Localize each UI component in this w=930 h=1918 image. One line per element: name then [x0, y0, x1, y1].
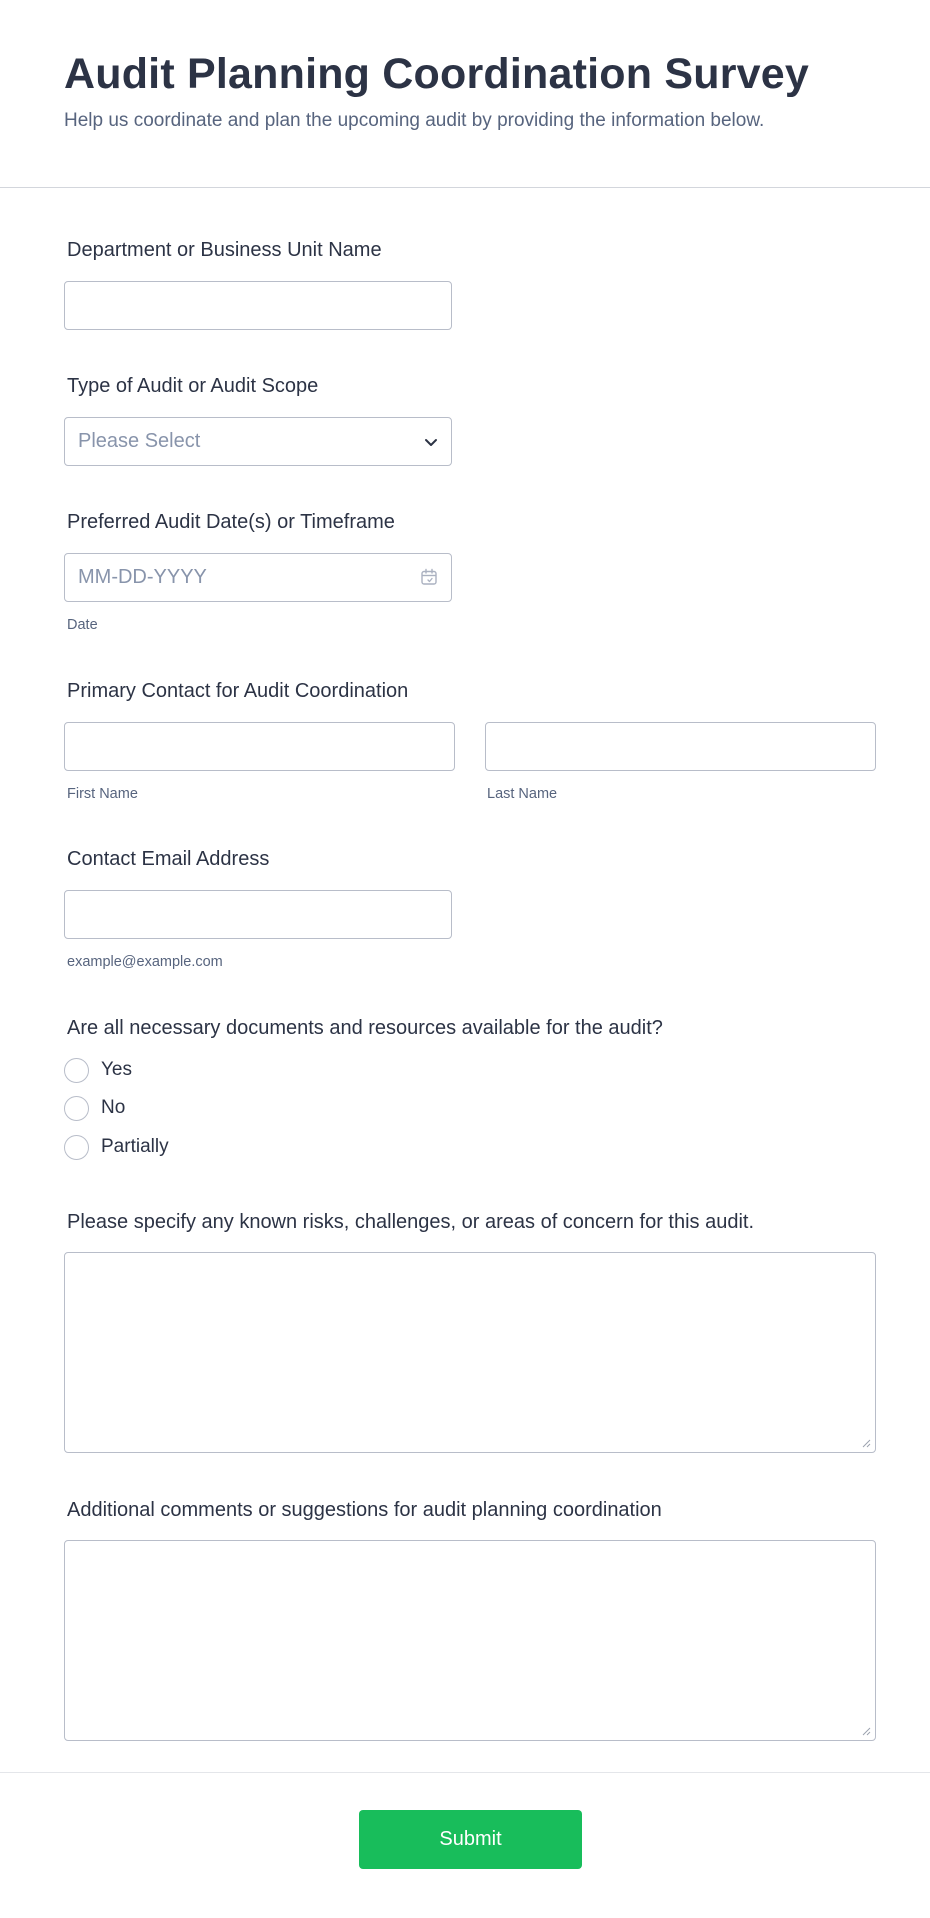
form-header: [0, 0, 930, 188]
email-input[interactable]: [64, 890, 452, 939]
form-subtitle: Help us coordinate and plan the upcoming audit by providing the information below.: [64, 110, 765, 131]
department-input[interactable]: [64, 281, 452, 330]
audit-date-sublabel: Date: [67, 617, 98, 633]
radio-label[interactable]: No: [101, 1097, 126, 1118]
first-name-sublabel: First Name: [67, 786, 138, 802]
contact-label: Primary Contact for Audit Coordination: [67, 680, 409, 702]
first-name-input[interactable]: [64, 722, 455, 771]
radio-button[interactable]: [64, 1096, 89, 1121]
email-label: Contact Email Address: [67, 848, 270, 870]
radio-button[interactable]: [64, 1058, 89, 1083]
audit-type-placeholder: Please Select: [78, 430, 201, 452]
resize-handle-icon[interactable]: [861, 1438, 871, 1448]
comments-label: Additional comments or suggestions for audit planning coordination: [67, 1499, 662, 1521]
audit-type-select[interactable]: [64, 417, 452, 466]
resize-handle-icon[interactable]: [861, 1726, 871, 1736]
form-title: Audit Planning Coordination Survey: [64, 50, 809, 98]
documents-label: Are all necessary documents and resources available for the audit?: [67, 1017, 663, 1039]
risks-textarea[interactable]: [64, 1252, 876, 1453]
last-name-input[interactable]: [485, 722, 876, 771]
email-sublabel: example@example.com: [67, 954, 223, 970]
submit-button[interactable]: Submit: [359, 1810, 582, 1869]
audit-date-placeholder: MM-DD-YYYY: [78, 566, 207, 588]
risks-label: Please specify any known risks, challenges, or areas of concern for this audit.: [67, 1211, 755, 1233]
comments-textarea[interactable]: [64, 1540, 876, 1741]
chevron-down-icon: [423, 434, 439, 450]
last-name-sublabel: Last Name: [487, 786, 558, 802]
footer-divider: [0, 1772, 930, 1773]
audit-type-label: Type of Audit or Audit Scope: [67, 375, 319, 397]
radio-label[interactable]: Yes: [101, 1059, 132, 1080]
audit-date-input[interactable]: [64, 553, 452, 602]
radio-button[interactable]: [64, 1135, 89, 1160]
calendar-icon[interactable]: [420, 568, 438, 586]
audit-date-label: Preferred Audit Date(s) or Timeframe: [67, 511, 395, 533]
department-label: Department or Business Unit Name: [67, 239, 382, 261]
radio-label[interactable]: Partially: [101, 1136, 169, 1157]
